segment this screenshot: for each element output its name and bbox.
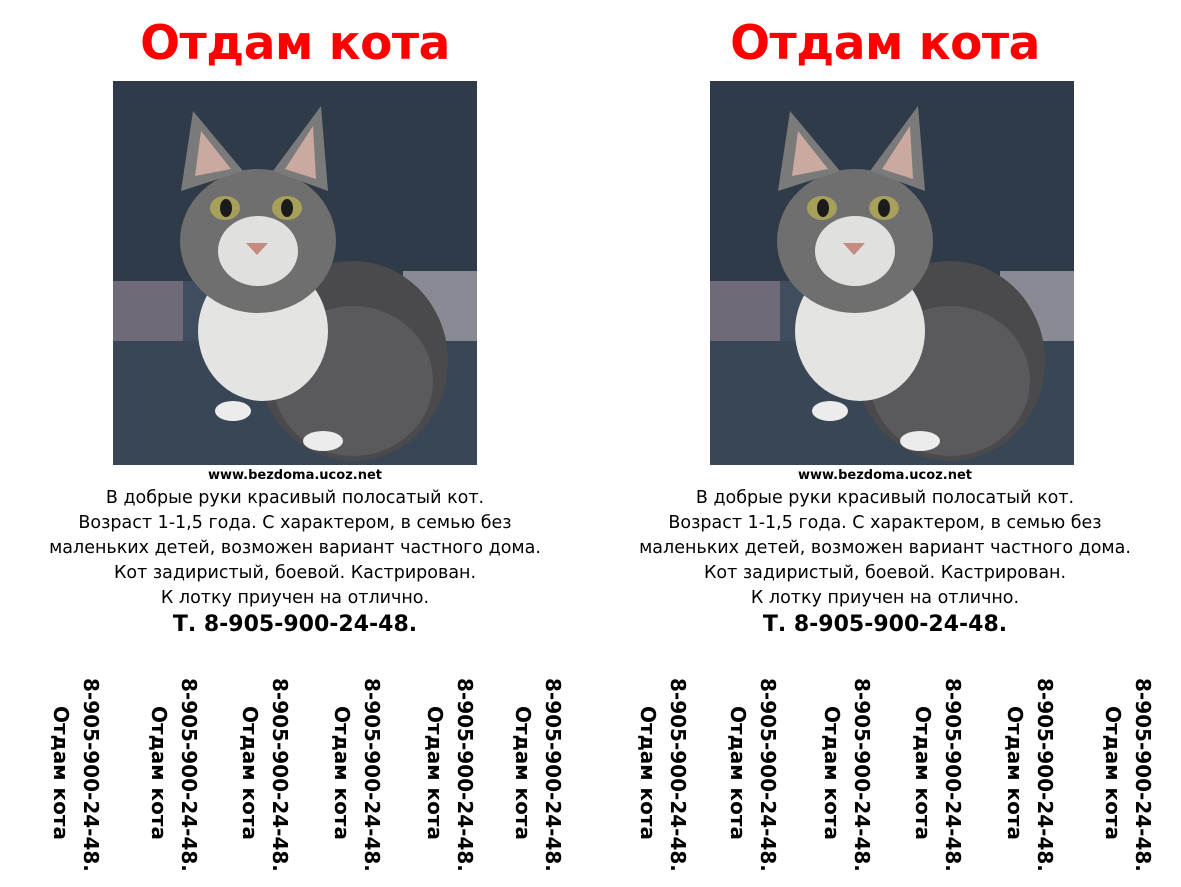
tab-phone: 8-905-900-24-48. <box>941 678 965 872</box>
tear-off-tab <box>998 660 1068 875</box>
description-line: Возраст 1-1,5 года. С характером, в семью без <box>668 513 1102 533</box>
website-url: www.bezdoma.ucoz.net <box>797 468 972 483</box>
tab-phone: 8-905-900-24-48. <box>453 678 477 872</box>
flyer-title: Отдам кота <box>730 16 1040 71</box>
tab-label: Отдам кота <box>49 706 73 840</box>
tab-phone: 8-905-900-24-48. <box>850 678 874 872</box>
description-line: маленьких детей, возможен вариант частного дома. <box>49 538 541 558</box>
tear-off-tabs <box>0 660 590 880</box>
tab-phone: 8-905-900-24-48. <box>541 678 565 872</box>
tab-phone: 8-905-900-24-48. <box>79 678 103 872</box>
tab-label: Отдам кота <box>1101 706 1125 840</box>
description-line: В добрые руки красивый полосатый кот. <box>105 488 485 508</box>
tab-label: Отдам кота <box>238 706 262 840</box>
tab-phone: 8-905-900-24-48. <box>666 678 690 872</box>
tab-phone: 8-905-900-24-48. <box>177 678 201 872</box>
tab-label: Отдам кота <box>147 706 171 840</box>
tab-phone: 8-905-900-24-48. <box>268 678 292 872</box>
description-line: Возраст 1-1,5 года. С характером, в семью без <box>78 513 512 533</box>
cat-photo-illustration <box>113 81 477 465</box>
tear-off-tabs <box>590 660 1180 880</box>
cat-photo <box>113 81 477 465</box>
tab-phone: 8-905-900-24-48. <box>756 678 780 872</box>
tab-label: Отдам кота <box>820 706 844 840</box>
tab-label: Отдам кота <box>726 706 750 840</box>
flyer-left <box>0 0 590 887</box>
description-line: Кот задиристый, боевой. Кастрирован. <box>113 563 477 583</box>
tear-off-tab <box>142 660 212 875</box>
description <box>0 486 590 611</box>
tab-phone: 8-905-900-24-48. <box>360 678 384 872</box>
tab-label: Отдам кота <box>911 706 935 840</box>
flyer-title: Отдам кота <box>140 16 450 71</box>
phone-number: Т. 8-905-900-24-48. <box>762 612 1008 637</box>
tab-phone: 8-905-900-24-48. <box>1033 678 1057 872</box>
cat-photo <box>710 81 1074 465</box>
tear-off-tab <box>506 660 576 875</box>
tear-off-tab <box>721 660 791 875</box>
cat-photo-illustration <box>710 81 1074 465</box>
description-line: Кот задиристый, боевой. Кастрирован. <box>703 563 1067 583</box>
tear-off-tab <box>1096 660 1166 875</box>
tear-off-tab <box>906 660 976 875</box>
tear-off-tab <box>815 660 885 875</box>
description-line: К лотку приучен на отлично. <box>160 588 430 608</box>
tear-off-tab <box>233 660 303 875</box>
tear-off-tab <box>44 660 114 875</box>
tab-label: Отдам кота <box>511 706 535 840</box>
description-line: К лотку приучен на отлично. <box>750 588 1020 608</box>
website-url: www.bezdoma.ucoz.net <box>207 468 382 483</box>
description <box>590 486 1180 611</box>
tab-phone: 8-905-900-24-48. <box>1131 678 1155 872</box>
tab-label: Отдам кота <box>423 706 447 840</box>
tab-label: Отдам кота <box>1003 706 1027 840</box>
flyer-right <box>590 0 1180 887</box>
tear-off-tab <box>325 660 395 875</box>
description-line: В добрые руки красивый полосатый кот. <box>695 488 1075 508</box>
description-line: маленьких детей, возможен вариант частного дома. <box>639 538 1131 558</box>
tear-off-tab <box>631 660 701 875</box>
tab-label: Отдам кота <box>636 706 660 840</box>
phone-number: Т. 8-905-900-24-48. <box>172 612 418 637</box>
tab-label: Отдам кота <box>330 706 354 840</box>
tear-off-tab <box>418 660 488 875</box>
